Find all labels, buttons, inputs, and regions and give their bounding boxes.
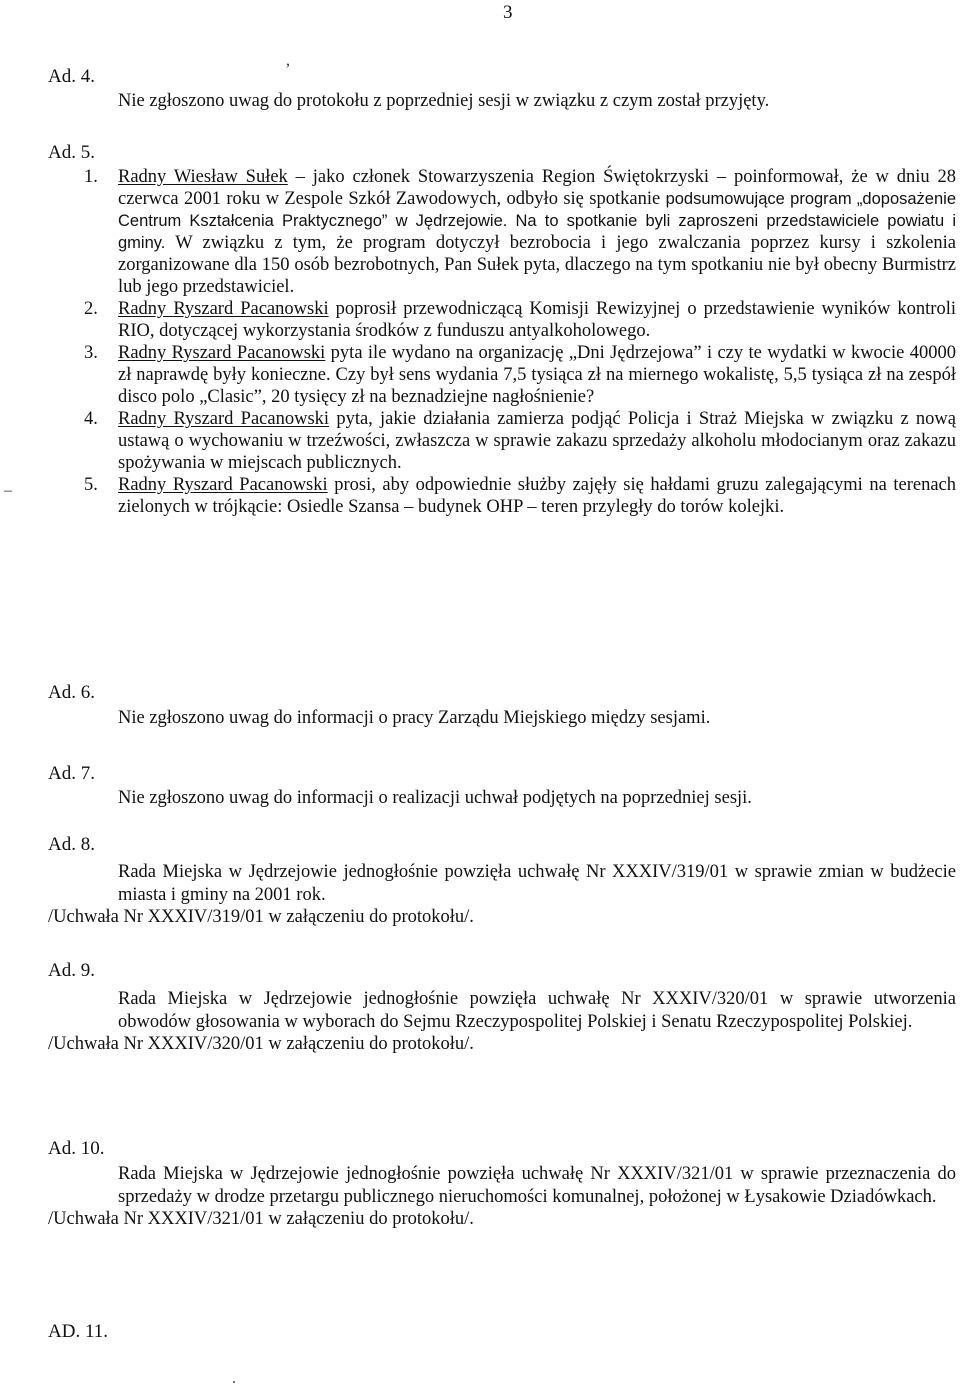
ad9-attachment: /Uchwała Nr XXXIV/320/01 w załączeniu do protokołu/. [48, 1034, 474, 1054]
item-number: 1. [84, 167, 98, 187]
speaker-name: Radny Ryszard Pacanowski [118, 299, 329, 319]
ad8-attachment: /Uchwała Nr XXXIV/319/01 w załączeniu do protokołu/. [48, 907, 474, 927]
ad10-heading: Ad. 10. [48, 1138, 105, 1159]
list-item-2 [84, 298, 956, 342]
ad10-attachment: /Uchwała Nr XXXIV/321/01 w załączeniu do protokołu/. [48, 1209, 474, 1229]
item-number: 3. [84, 343, 98, 363]
page-number: 3 [503, 2, 513, 23]
scan-mark: – [4, 482, 12, 499]
scan-mark: . [232, 1370, 236, 1387]
item-text: pyta ile wydano na organizację „Dni Jędrzejowa” i czy te wydatki w kwocie 40000 zł naprawdę były konieczne. Czy był sens wydania 7,5 tysiąca zł na miernego wokalistę, 5,5 tysiąca zł na zespół disco polo „Clasic”, 20 tysięcy zł na beznadziejne nagłośnienie? [118, 343, 956, 407]
ad11-heading: AD. 11. [48, 1321, 108, 1342]
ad9-text-body: Rada Miejska w Jędrzejowie jednogłośnie powzięła uchwałę Nr XXXIV/320/01 w sprawie utworzenia obwodów głosowania w wyborach do Sejmu Rzeczypospolitej Polskiej i Senatu Rzeczypospolitej Polskiej. [118, 989, 956, 1032]
ad8-text-body: Rada Miejska w Jędrzejowie jednogłośnie powzięła uchwałę Nr XXXIV/319/01 w sprawie zmian w budżecie miasta i gminy na 2001 rok. [118, 862, 956, 905]
item-text: poprosił przewodniczącą Komisji Rewizyjnej o przedstawienie wyników kontroli RIO, dotyczącej wykorzystania środków z funduszu antyalkoholowego. [118, 299, 956, 341]
item-text-sans: podsumowujące program „doposażenie Centrum Kształcenia Praktycznego” w Jędrzejowie. Na to spotkanie byli zaproszeni przedstawiciele powiatu i gminy. [118, 190, 956, 252]
ad9-text [48, 988, 956, 1056]
list-item-4 [84, 408, 956, 474]
item-text: pyta, jakie działania zamierza podjąć Policja i Straż Miejska w związku z nową ustawą o wychowaniu w trzeźwości, zwłaszcza w sprawie zakazu sprzedaży alkoholu młodocianym oraz zakazu spożywania w miejscach publicznych. [118, 409, 956, 473]
ad8-text [48, 861, 956, 929]
ad8-heading: Ad. 8. [48, 834, 95, 855]
item-number: 2. [84, 299, 98, 319]
ad7-text: Nie zgłoszono uwag do informacji o realizacji uchwał podjętych na poprzedniej sesji. [118, 788, 752, 808]
ad10-text-body: Rada Miejska w Jędrzejowie jednogłośnie powzięła uchwałę Nr XXXIV/321/01 w sprawie przeznaczenia do sprzedaży w drodze przetargu publicznego nieruchomości komunalnej, położonej w Łysakowie Dziadówkach. [118, 1164, 956, 1207]
ad5-heading: Ad. 5. [48, 142, 95, 163]
ad4-heading: Ad. 4. [48, 66, 95, 87]
ad6-heading: Ad. 6. [48, 682, 95, 703]
ad4-text: Nie zgłoszono uwag do protokołu z poprzedniej sesji w związku z czym został przyjęty. [118, 91, 770, 111]
ad9-heading: Ad. 9. [48, 960, 95, 981]
speaker-name: Radny Ryszard Pacanowski [118, 343, 326, 363]
item-text: – jako członek Stowarzyszenia Region Świętokrzyski – poinformował, że w dniu 28 czerwca 2001 roku w Zespole Szkół Zawodowych, odbyło się spotkanie [118, 167, 956, 209]
item-text-cont: W związku z tym, że program dotyczył bezrobocia i jego zwalczania poprzez kursy i szkolenia zorganizowane dla 150 osób bezrobotnych, Pan Sułek pyta, dlaczego na tym spotkaniu nie był obecny Burmistrz lub jego przedstawiciel. [118, 233, 956, 297]
scan-mark: , [286, 52, 290, 69]
ad6-text: Nie zgłoszono uwag do informacji o pracy Zarządu Miejskiego między sesjami. [118, 708, 711, 728]
speaker-name: Radny Ryszard Pacanowski [118, 475, 328, 495]
ad5-interpellation-list [84, 166, 956, 518]
list-item-3 [84, 342, 956, 408]
item-number: 5. [84, 475, 98, 495]
item-number: 4. [84, 409, 98, 429]
ad10-text [48, 1163, 956, 1231]
speaker-name: Radny Ryszard Pacanowski [118, 409, 330, 429]
speaker-name: Radny Wiesław Sułek [118, 167, 288, 187]
item-text: prosi, aby odpowiednie służby zajęły się hałdami gruzu zalegającymi na terenach zielonych w trójkącie: Osiedle Szansa – budynek OHP – teren przyległy do torów kolejki. [118, 475, 956, 517]
list-item-1 [84, 166, 956, 298]
list-item-5 [84, 474, 956, 518]
ad7-heading: Ad. 7. [48, 763, 95, 784]
